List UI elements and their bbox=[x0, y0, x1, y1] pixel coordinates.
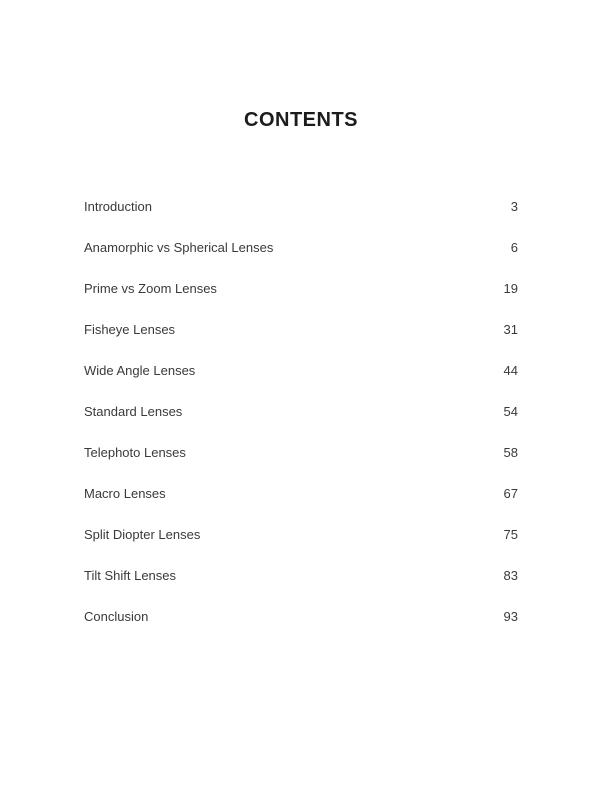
toc-entry-label: Conclusion bbox=[84, 609, 149, 624]
toc-entry bbox=[84, 363, 518, 378]
toc-entry-page: 58 bbox=[503, 445, 518, 460]
toc-entry-label: Split Diopter Lenses bbox=[84, 527, 201, 542]
toc-entry-label: Telephoto Lenses bbox=[84, 445, 186, 460]
toc-entry bbox=[84, 527, 518, 542]
toc-entry-label: Tilt Shift Lenses bbox=[84, 568, 177, 583]
toc-entry bbox=[84, 322, 518, 337]
toc-entry bbox=[84, 281, 518, 296]
toc-entry-page: 54 bbox=[503, 404, 518, 419]
toc-entry-page: 93 bbox=[503, 609, 518, 624]
toc-entry-page: 67 bbox=[503, 486, 518, 501]
toc-entry-page: 6 bbox=[510, 240, 518, 255]
toc-entry bbox=[84, 568, 518, 583]
toc-entry-label: Standard Lenses bbox=[84, 404, 183, 419]
toc-entry-label: Anamorphic vs Spherical Lenses bbox=[84, 240, 274, 255]
toc-entry-page: 31 bbox=[503, 322, 518, 337]
toc-entry-page: 75 bbox=[503, 527, 518, 542]
toc-entry bbox=[84, 199, 518, 214]
toc-entry-label: Fisheye Lenses bbox=[84, 322, 176, 337]
toc-entry-label: Wide Angle Lenses bbox=[84, 363, 196, 378]
toc-list bbox=[84, 199, 518, 624]
toc-entry-label: Prime vs Zoom Lenses bbox=[84, 281, 217, 296]
toc-entry-page: 44 bbox=[503, 363, 518, 378]
toc-entry-page: 19 bbox=[503, 281, 518, 296]
toc-entry-page: 3 bbox=[510, 199, 518, 214]
toc-entry-page: 83 bbox=[503, 568, 518, 583]
page-title: CONTENTS bbox=[244, 109, 358, 131]
toc-content bbox=[84, 108, 518, 624]
toc-entry-label: Introduction bbox=[84, 199, 152, 214]
toc-entry bbox=[84, 240, 518, 255]
toc-entry bbox=[84, 445, 518, 460]
toc-entry bbox=[84, 404, 518, 419]
toc-entry-label: Macro Lenses bbox=[84, 486, 166, 501]
toc-entry bbox=[84, 486, 518, 501]
toc-entry bbox=[84, 609, 518, 624]
